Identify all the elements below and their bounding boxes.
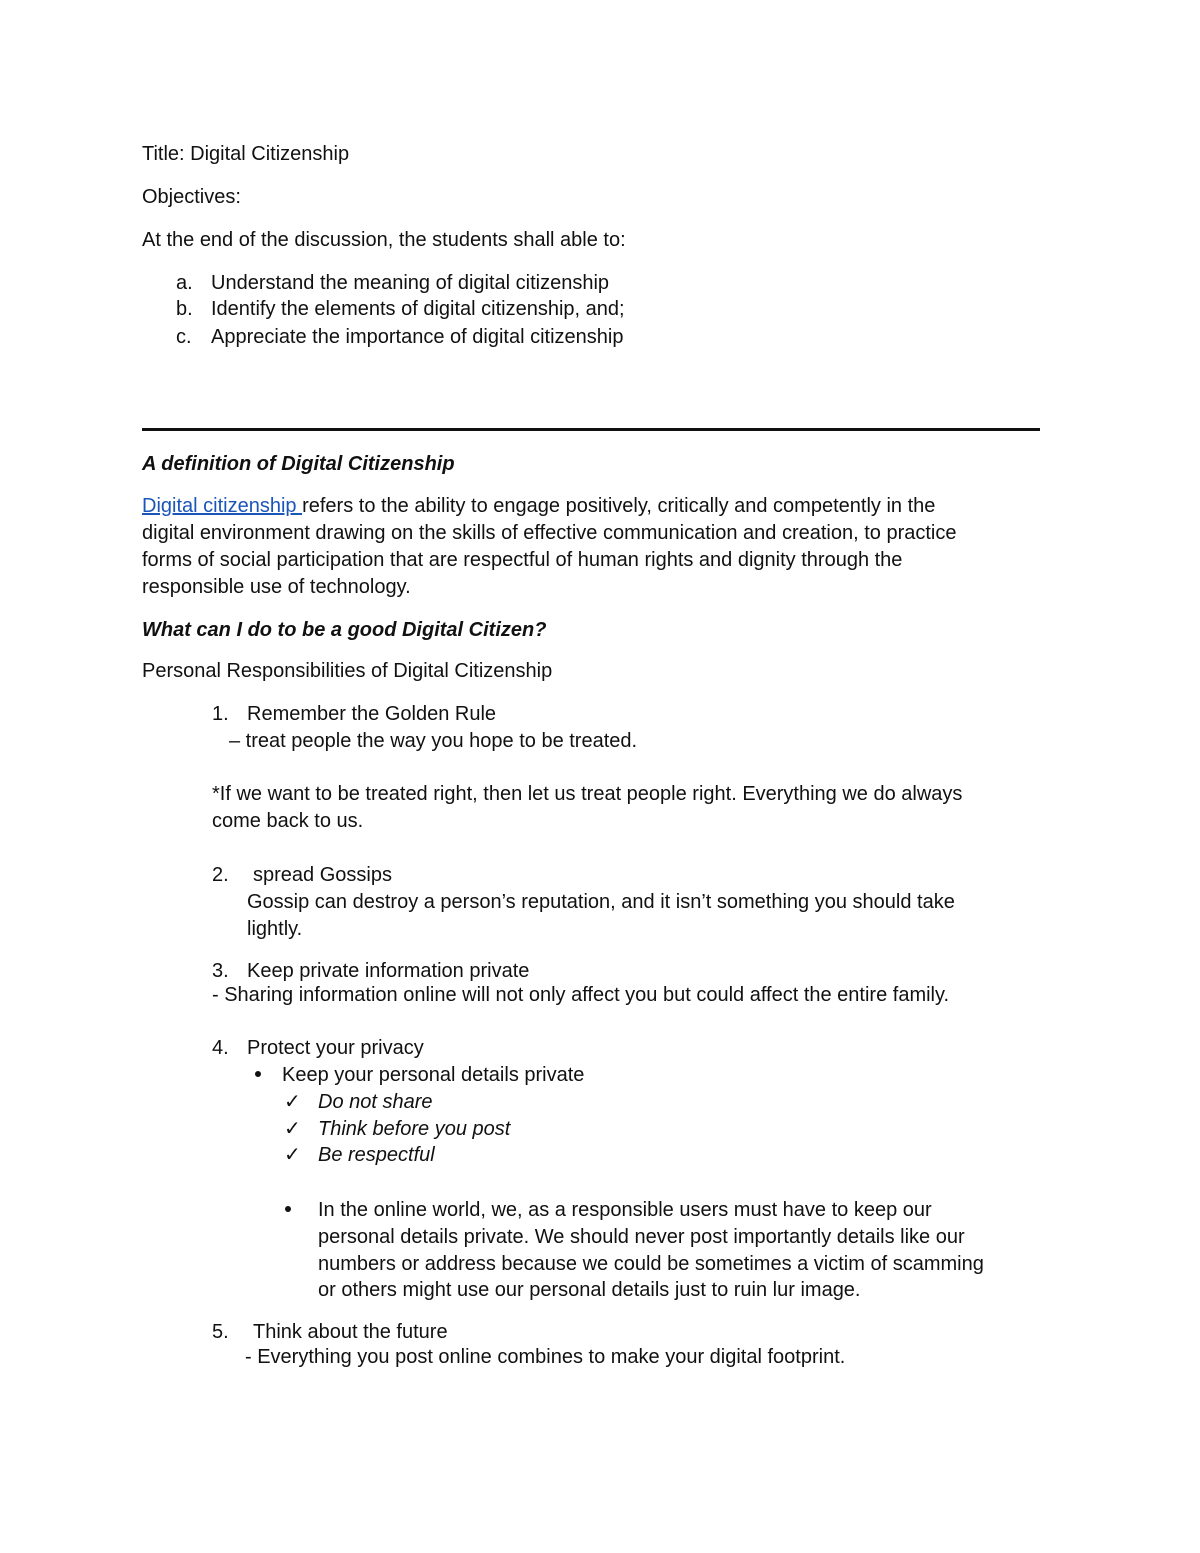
privacy-bullet-text: or others might use our personal details just to ruin lur image.	[318, 1279, 861, 1301]
objective-item: Appreciate the importance of digital citizenship	[211, 326, 624, 348]
objective-marker: b.	[176, 298, 193, 320]
privacy-check-item: Be respectful	[318, 1144, 435, 1166]
responsibility-title: Keep private information private	[247, 960, 530, 982]
responsibility-text: - Sharing information online will not only affect you but could affect the entire family.	[212, 984, 950, 1006]
responsibility-title: spread Gossips	[253, 864, 392, 886]
checkmark-icon: ✓	[284, 1118, 301, 1140]
list-number: 5.	[212, 1321, 229, 1343]
responsibility-text: *If we want to be treated right, then let us treat people right. Everything we do always	[212, 783, 963, 805]
bullet-icon	[285, 1206, 291, 1212]
responsibility-title: Think about the future	[253, 1321, 448, 1343]
responsibility-title: Remember the Golden Rule	[247, 703, 497, 725]
good-citizen-heading: What can I do to be a good Digital Citizen?	[142, 619, 547, 641]
privacy-bullet-text: Keep your personal details private	[282, 1064, 585, 1086]
list-number: 1.	[212, 703, 229, 725]
section-divider	[142, 428, 1040, 431]
responsibility-text: Gossip can destroy a person’s reputation, and it isn’t something you should take	[247, 891, 955, 913]
responsibilities-subheading: Personal Responsibilities of Digital Citizenship	[142, 660, 553, 682]
objectives-intro: At the end of the discussion, the students shall able to:	[142, 229, 626, 251]
checkmark-icon: ✓	[284, 1091, 301, 1113]
definition-line: responsible use of technology.	[142, 576, 411, 598]
objective-marker: c.	[176, 326, 192, 348]
objective-marker: a.	[176, 272, 193, 294]
privacy-bullet-text: numbers or address because we could be sometimes a victim of scamming	[318, 1253, 984, 1275]
definition-line: refers to the ability to engage positively, critically and competently in the	[302, 495, 936, 517]
privacy-bullet-text: personal details private. We should never post importantly details like our	[318, 1226, 965, 1248]
privacy-bullet-text: In the online world, we, as a responsible users must have to keep our	[318, 1199, 932, 1221]
digital-citizenship-link[interactable]: Digital citizenship	[142, 495, 297, 517]
privacy-check-item: Think before you post	[318, 1118, 511, 1140]
checkmark-icon: ✓	[284, 1144, 301, 1166]
list-number: 3.	[212, 960, 229, 982]
responsibility-text: come back to us.	[212, 810, 364, 832]
definition-line: forms of social participation that are respectful of human rights and dignity through the	[142, 549, 903, 571]
privacy-check-item: Do not share	[318, 1091, 433, 1113]
responsibility-text: – treat people the way you hope to be treated.	[229, 730, 638, 752]
list-number: 4.	[212, 1037, 229, 1059]
responsibility-title: Protect your privacy	[247, 1037, 424, 1059]
definition-first-line	[142, 496, 935, 516]
list-number: 2.	[212, 864, 229, 886]
definition-heading: A definition of Digital Citizenship	[142, 453, 455, 475]
objective-item: Understand the meaning of digital citizenship	[211, 272, 610, 294]
objectives-label: Objectives:	[142, 186, 241, 208]
objective-item: Identify the elements of digital citizenship, and;	[211, 298, 625, 320]
responsibility-text: lightly.	[247, 918, 303, 940]
definition-line: digital environment drawing on the skills of effective communication and creation, to practice	[142, 522, 957, 544]
document-title: Title: Digital Citizenship	[142, 143, 350, 165]
bullet-icon	[255, 1071, 261, 1077]
responsibility-text: - Everything you post online combines to make your digital footprint.	[245, 1346, 846, 1368]
